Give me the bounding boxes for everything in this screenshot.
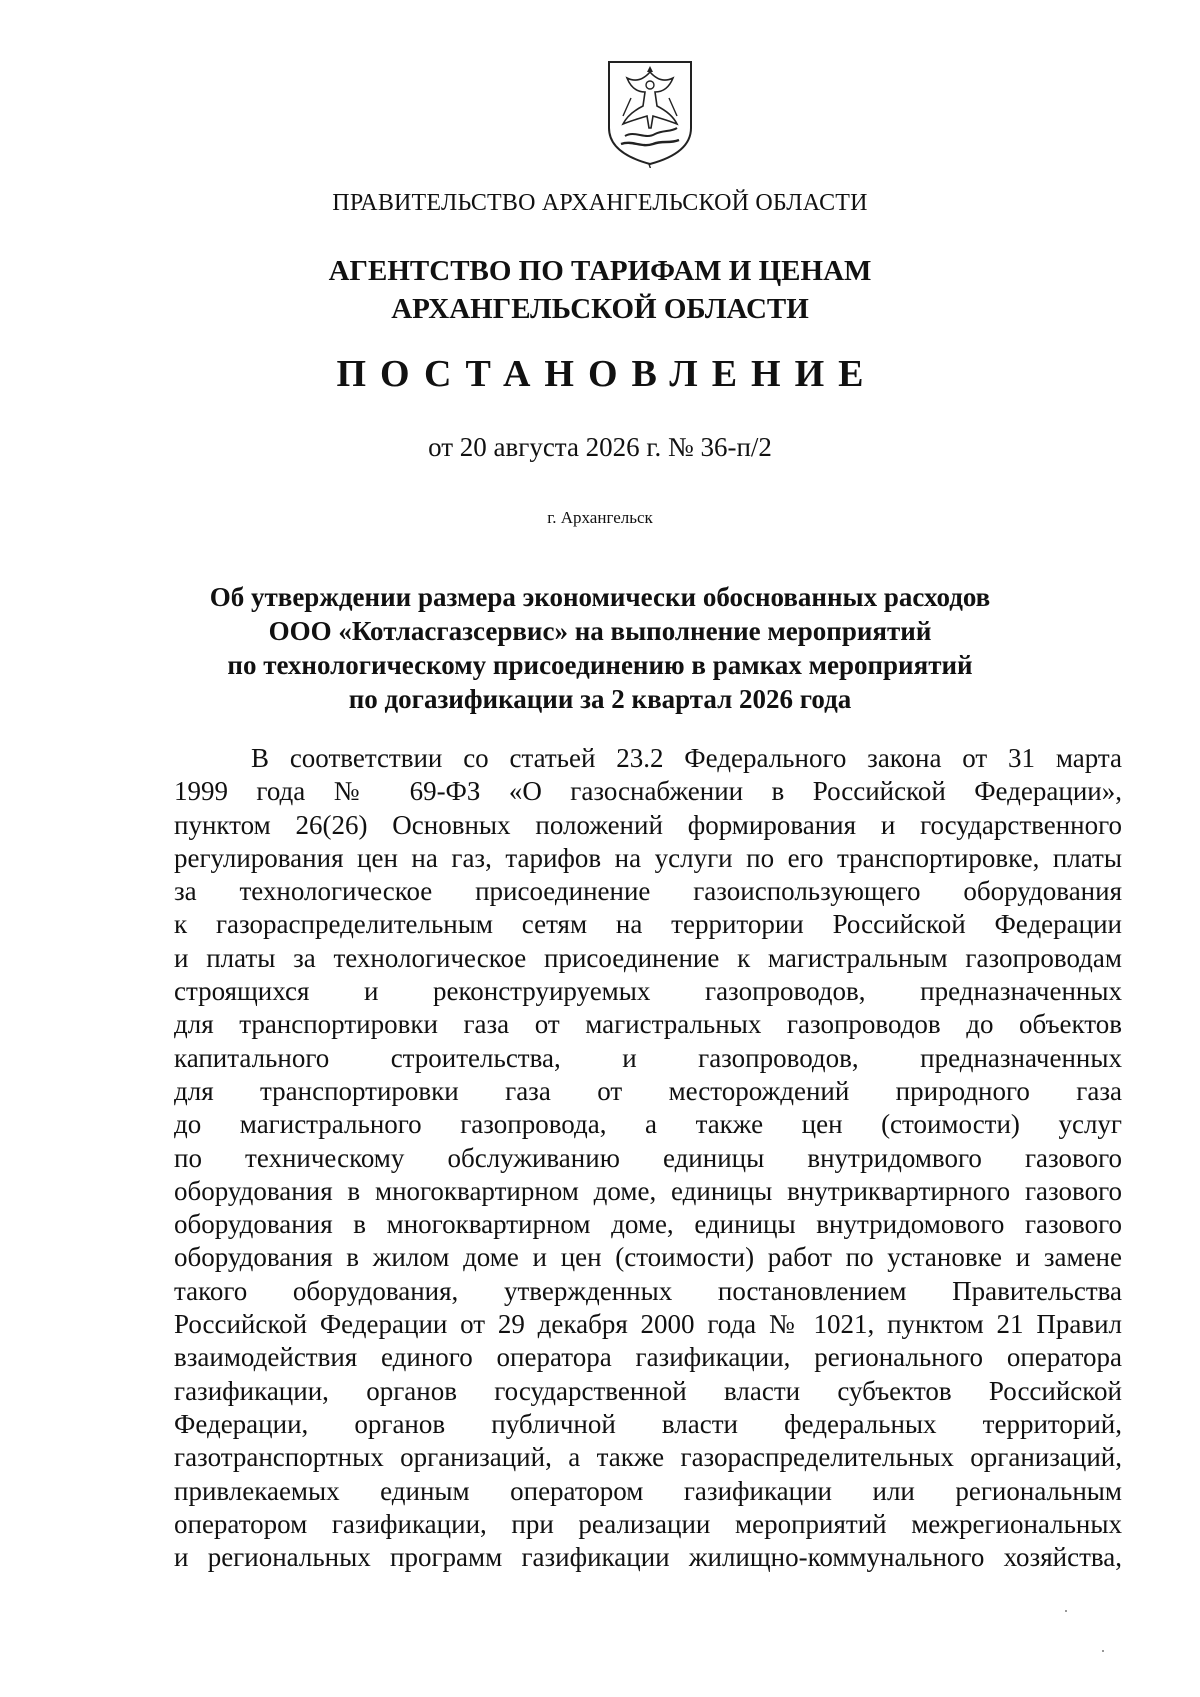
body-line: оборудования в многоквартирном доме, единицы внутридомового газового bbox=[174, 1209, 1122, 1240]
body-line: газификации, органов государственной власти субъектов Российской bbox=[174, 1375, 1122, 1406]
document-subject bbox=[0, 580, 1200, 716]
agency-name-line-2: АРХАНГЕЛЬСКОЙ ОБЛАСТИ bbox=[391, 293, 809, 325]
body-line: пунктом 26(26) Основных положений формирования и государственного bbox=[174, 809, 1122, 840]
body-line: до магистрального газопровода, а также цен (стоимости) услуг bbox=[174, 1109, 1122, 1140]
body-line: оборудования в жилом доме и цен (стоимости) работ по установке и замене bbox=[174, 1242, 1122, 1273]
government-name: ПРАВИТЕЛЬСТВО АРХАНГЕЛЬСКОЙ ОБЛАСТИ bbox=[332, 190, 868, 216]
body-line: капитального строительства, и газопроводов, предназначенных bbox=[174, 1042, 1122, 1073]
body-line: Федерации, органов публичной власти федеральных территорий, bbox=[174, 1408, 1122, 1439]
body-line: для транспортировки газа от месторождений природного газа bbox=[174, 1075, 1122, 1106]
coat-of-arms-icon bbox=[605, 58, 695, 168]
body-line: строящихся и реконструируемых газопроводов, предназначенных bbox=[174, 976, 1122, 1007]
body-line: оборудования в многоквартирном доме, единицы внутриквартирного газового bbox=[174, 1175, 1122, 1206]
body-line: регулирования цен на газ, тарифов на услуги по его транспортировке, платы bbox=[174, 842, 1122, 873]
document-type: ПОСТАНОВЛЕНИЕ bbox=[336, 353, 878, 395]
body-line: и региональных программ газификации жилищно-коммунального хозяйства, bbox=[174, 1542, 1122, 1573]
body-line: газотранспортных организаций, а также газораспределительных организаций, bbox=[174, 1442, 1122, 1473]
agency-name bbox=[0, 252, 1200, 328]
body-line: привлекаемых единым оператором газификации или региональным bbox=[174, 1475, 1122, 1506]
scan-speck bbox=[1065, 1610, 1067, 1612]
subject-line: по догазификации за 2 квартал 2026 года bbox=[348, 684, 852, 714]
body-line: за технологическое присоединение газоиспользующего оборудования bbox=[174, 876, 1122, 907]
document-city: г. Архангельск bbox=[547, 508, 653, 527]
body-line: 1999 года № 69-ФЗ «О газоснабжении в Российской Федерации», bbox=[174, 776, 1122, 807]
body-line: к газораспределительным сетям на территории Российской Федерации bbox=[174, 909, 1122, 940]
body-line: оператором газификации, при реализации мероприятий межрегиональных bbox=[174, 1508, 1122, 1539]
document-date-number: от 20 августа 2026 г. № 36-п/2 bbox=[428, 432, 772, 462]
subject-line: по технологическому присоединению в рамках мероприятий bbox=[227, 650, 973, 680]
subject-line: ООО «Котласгазсервис» на выполнение мероприятий bbox=[268, 616, 932, 646]
body-line: В соответствии со статьей 23.2 Федерального закона от 31 марта bbox=[251, 743, 1122, 773]
scan-speck bbox=[1102, 1650, 1104, 1652]
body-line: по техническому обслуживанию единицы внутридомвого газового bbox=[174, 1142, 1122, 1173]
body-line: такого оборудования, утвержденных постановлением Правительства bbox=[174, 1275, 1122, 1306]
agency-name-line-1: АГЕНТСТВО ПО ТАРИФАМ И ЦЕНАМ bbox=[328, 255, 872, 287]
body-line: и платы за технологическое присоединение к магистральным газопроводам bbox=[174, 942, 1122, 973]
document-body bbox=[174, 742, 1122, 1574]
subject-line: Об утверждении размера экономически обоснованных расходов bbox=[209, 582, 991, 612]
body-line: для транспортировки газа от магистральных газопроводов до объектов bbox=[174, 1009, 1122, 1040]
body-line: Российской Федерации от 29 декабря 2000 года № 1021, пунктом 21 Правил bbox=[174, 1309, 1122, 1340]
body-line: взаимодействия единого оператора газификации, регионального оператора bbox=[174, 1342, 1122, 1373]
